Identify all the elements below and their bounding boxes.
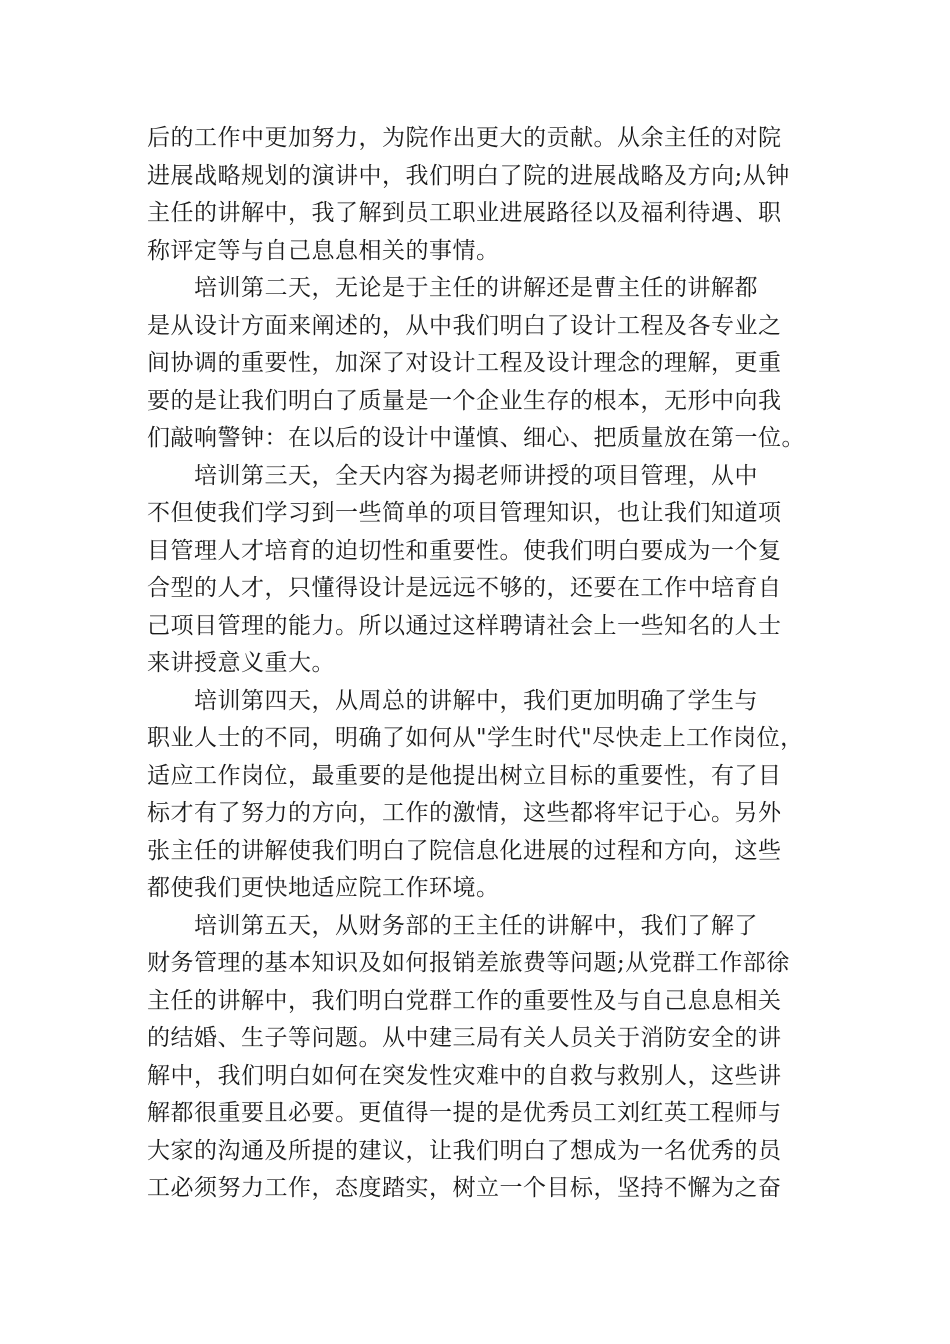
text-line: 大家的沟通及所提的建议，让我们明白了想成为一名优秀的员 (147, 1138, 782, 1164)
text-line: 财务管理的基本知识及如何报销差旅费等问题;从党群工作部徐 (147, 950, 790, 976)
text-line: 工必须努力工作，态度踏实，树立一个目标，坚持不懈为之奋 (147, 1175, 782, 1201)
text-line: 们敲响警钟：在以后的设计中谨慎、细心、把质量放在第一位。 (147, 425, 805, 451)
text-line: 后的工作中更加努力，为院作出更大的贡献。从余主任的对院 (147, 125, 782, 151)
text-line: 主任的讲解中，我了解到员工职业进展路径以及福利待遇、职 (147, 200, 782, 226)
text-line: 合型的人才，只懂得设计是远远不够的，还要在工作中培育自 (147, 575, 782, 601)
text-line: 培训第二天，无论是于主任的讲解还是曹主任的讲解都 (147, 275, 758, 301)
text-line: 进展战略规划的演讲中，我们明白了院的进展战略及方向;从钟 (147, 163, 790, 189)
text-line: 要的是让我们明白了质量是一个企业生存的根本，无形中向我 (147, 388, 782, 414)
text-line: 目管理人才培育的迫切性和重要性。使我们明白要成为一个复 (147, 538, 782, 564)
text-line: 培训第四天，从周总的讲解中，我们更加明确了学生与 (147, 688, 758, 714)
text-line: 的结婚、生子等问题。从中建三局有关人员关于消防安全的讲 (147, 1025, 782, 1051)
text-line: 都使我们更快地适应院工作环境。 (147, 875, 500, 901)
text-line: 标才有了努力的方向，工作的激情，这些都将牢记于心。另外 (147, 800, 782, 826)
text-line: 适应工作岗位，最重要的是他提出树立目标的重要性，有了目 (147, 763, 782, 789)
text-line: 职业人士的不同，明确了如何从"学生时代"尽快走上工作岗位， (147, 725, 804, 751)
text-line: 解都很重要且必要。更值得一提的是优秀员工刘红英工程师与 (147, 1100, 782, 1126)
text-line: 来讲授意义重大。 (147, 650, 335, 676)
text-line: 不但使我们学习到一些简单的项目管理知识，也让我们知道项 (147, 500, 782, 526)
text-line: 张主任的讲解使我们明白了院信息化进展的过程和方向，这些 (147, 838, 782, 864)
text-line: 培训第三天，全天内容为揭老师讲授的项目管理，从中 (147, 463, 758, 489)
text-line: 称评定等与自己息息相关的事情。 (147, 238, 500, 264)
text-line: 培训第五天，从财务部的王主任的讲解中，我们了解了 (147, 913, 758, 939)
text-line: 是从设计方面来阐述的，从中我们明白了设计工程及各专业之 (147, 313, 782, 339)
text-line: 主任的讲解中，我们明白党群工作的重要性及与自己息息相关 (147, 988, 782, 1014)
text-line: 间协调的重要性，加深了对设计工程及设计理念的理解，更重 (147, 350, 782, 376)
text-line: 己项目管理的能力。所以通过这样聘请社会上一些知名的人士 (147, 613, 782, 639)
text-line: 解中，我们明白如何在突发性灾难中的自救与救别人，这些讲 (147, 1063, 782, 1089)
